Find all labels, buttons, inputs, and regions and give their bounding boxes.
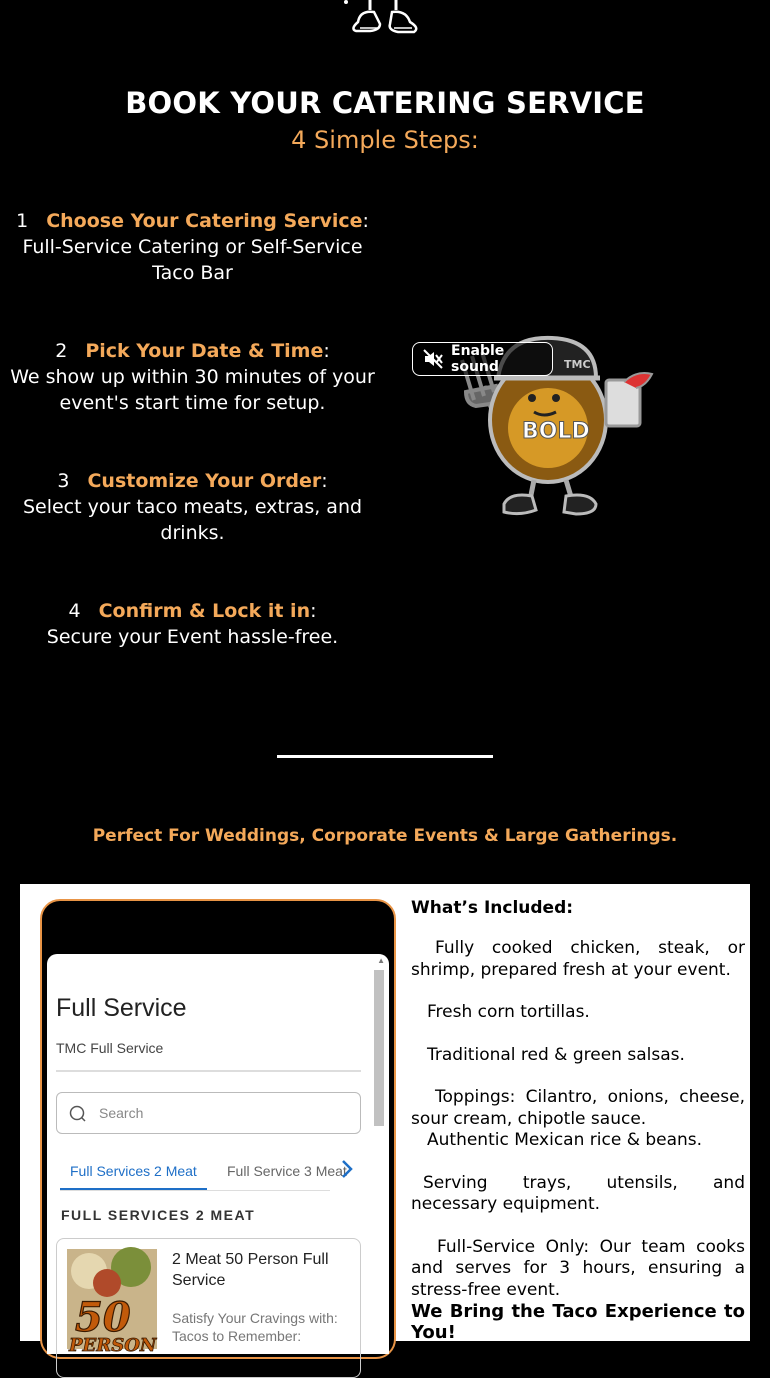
widget-title: Full Service bbox=[56, 994, 187, 1022]
included-item: Full-Service Only: Our team cooks and serves for 3 hours, ensuring a stress-free event. bbox=[411, 1236, 745, 1300]
booking-widget[interactable] bbox=[47, 954, 389, 1354]
product-title: 2 Meat 50 Person Full Service bbox=[172, 1251, 329, 1289]
page-title: BOOK YOUR CATERING SERVICE bbox=[125, 86, 645, 120]
product-image-text-top: 50 bbox=[75, 1294, 131, 1341]
section-divider bbox=[277, 755, 493, 758]
search-icon bbox=[69, 1105, 87, 1123]
step-heading: Confirm & Lock it in bbox=[98, 600, 311, 622]
mascot-badge: BOLD bbox=[522, 419, 590, 444]
scrollbar-thumb[interactable] bbox=[374, 970, 384, 1126]
cap-logo: TMC bbox=[564, 358, 591, 371]
included-closing: We Bring the Taco Experience to You! bbox=[411, 1301, 745, 1343]
included-item: Toppings: Cilantro, onions, cheese, sour cream, chipotle sauce. bbox=[411, 1087, 745, 1129]
chevron-right-icon[interactable] bbox=[340, 1158, 354, 1180]
scroll-up-arrow-icon[interactable]: ▲ bbox=[377, 956, 385, 965]
included-item: Authentic Mexican rice & beans. bbox=[427, 1130, 703, 1150]
steps-list bbox=[0, 208, 385, 702]
tabs-divider bbox=[60, 1190, 330, 1191]
step-heading: Choose Your Catering Service bbox=[46, 210, 363, 232]
step-4: 4 Confirm & Lock it in: Secure your Event hassle-free. bbox=[0, 598, 385, 650]
step-number: 1 bbox=[16, 210, 29, 232]
product-card[interactable] bbox=[56, 1238, 361, 1378]
tagline: Perfect For Weddings, Corporate Events & Large Gatherings. bbox=[92, 826, 678, 846]
step-3: 3 Customize Your Order: Select your taco meats, extras, and drinks. bbox=[0, 468, 385, 546]
mute-icon bbox=[423, 349, 443, 369]
included-item: Fully cooked chicken, steak, or shrimp, prepared fresh at your event. bbox=[411, 938, 745, 980]
search-placeholder: Search bbox=[99, 1105, 144, 1121]
step-number: 3 bbox=[57, 470, 70, 492]
tab-full-service-3-meat[interactable]: Full Service 3 Meat bbox=[227, 1163, 347, 1179]
step-text: Secure your Event hassle-free. bbox=[46, 626, 339, 648]
step-2: 2 Pick Your Date & Time: We show up within 30 minutes of your event's start time for setup. bbox=[0, 338, 385, 416]
step-heading: Pick Your Date & Time bbox=[85, 340, 324, 362]
section-heading: FULL SERVICES 2 MEAT bbox=[61, 1207, 256, 1223]
enable-sound-label: Enable sound bbox=[451, 343, 505, 375]
widget-subtitle: TMC Full Service bbox=[56, 1040, 164, 1056]
step-number: 2 bbox=[55, 340, 68, 362]
product-image-text-bottom: PERSON bbox=[69, 1335, 157, 1356]
step-text: Full-Service Catering or Self-Service Taco Bar bbox=[22, 236, 363, 284]
step-heading: Customize Your Order bbox=[87, 470, 322, 492]
category-tabs bbox=[56, 1154, 361, 1192]
tab-full-services-2-meat[interactable]: Full Services 2 Meat bbox=[70, 1163, 197, 1179]
enable-sound-button[interactable] bbox=[412, 342, 553, 376]
included-item: Traditional red & green salsas. bbox=[427, 1044, 685, 1065]
step-text: Select your taco meats, extras, and drinks. bbox=[22, 496, 363, 544]
widget-divider bbox=[56, 1070, 361, 1072]
included-heading: What’s Included: bbox=[411, 898, 574, 918]
search-input[interactable] bbox=[56, 1092, 361, 1134]
whats-included bbox=[411, 898, 745, 1343]
step-number: 4 bbox=[68, 600, 81, 622]
included-item: Fresh corn tortillas. bbox=[427, 1002, 590, 1022]
product-image bbox=[67, 1249, 157, 1356]
product-description: Satisfy Your Cravings with: Tacos to Remember: bbox=[172, 1310, 338, 1344]
page-subtitle: 4 Simple Steps: bbox=[291, 126, 479, 154]
step-1: 1 Choose Your Catering Service: Full-Service Catering or Self-Service Taco Bar bbox=[0, 208, 385, 286]
step-text: We show up within 30 minutes of your event's start time for setup. bbox=[10, 366, 375, 414]
mascot-feet-image bbox=[340, 0, 430, 36]
included-item: Serving trays, utensils, and necessary equipment. bbox=[411, 1172, 745, 1214]
